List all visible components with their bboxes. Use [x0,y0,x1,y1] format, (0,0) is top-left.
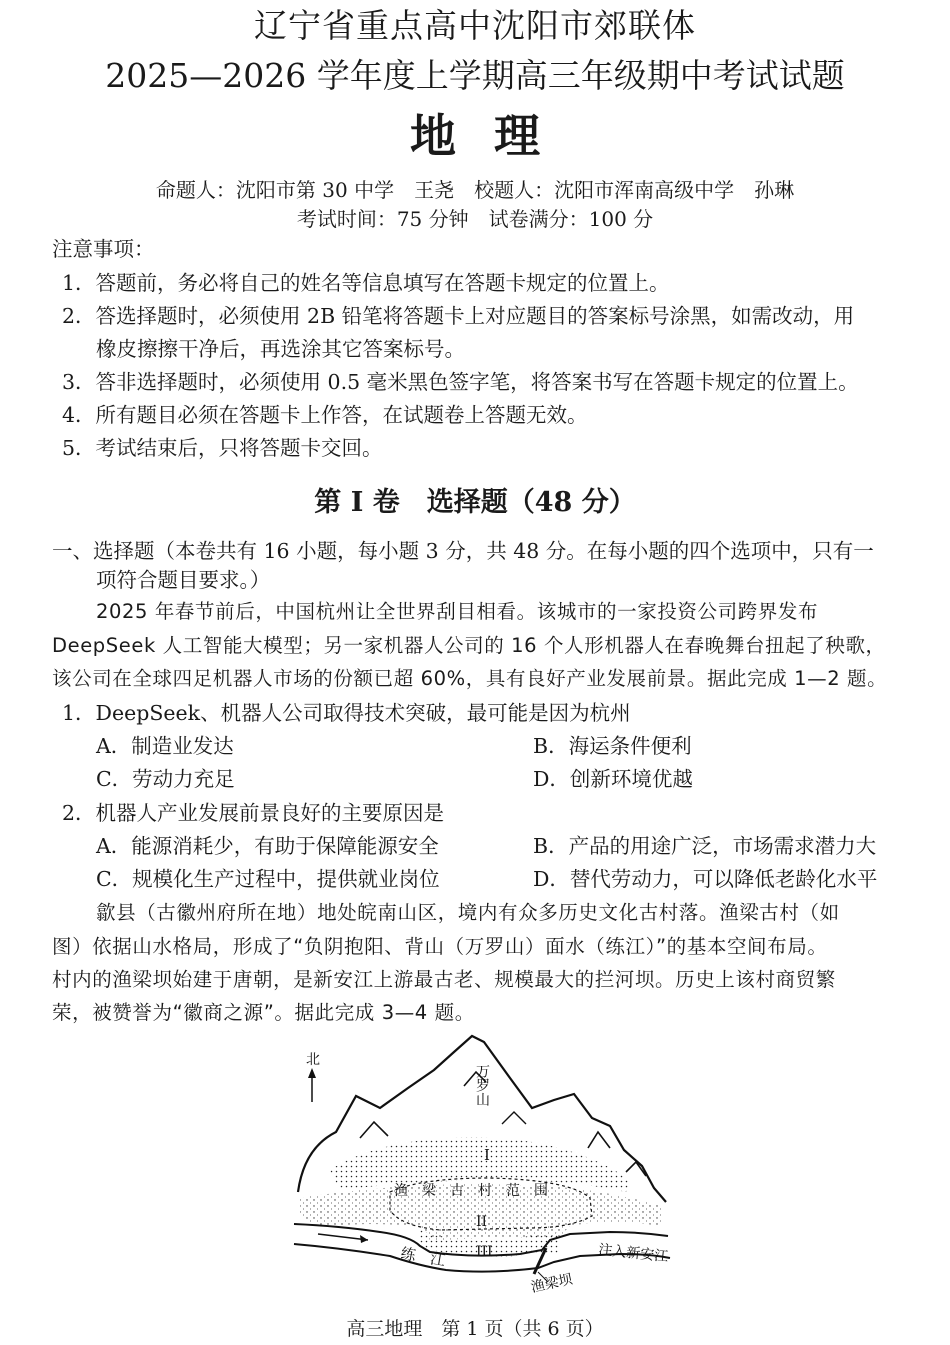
authors-line: 命题人：沈阳市第 30 中学 王尧 校题人：沈阳市浑南高级中学 孙琳 [155,178,795,202]
village-map [270,1030,690,1300]
flow-arrowhead [360,1235,368,1243]
peak-mark [588,1132,610,1148]
question-stem: 1．DeepSeek、机器人公司取得技术突破，最可能是因为杭州 [62,701,631,725]
notice-item-continued: 橡皮擦擦干净后，再选涂其它答案标号。 [96,337,465,361]
zone-2-label: II [476,1214,488,1230]
material-paragraph: 图）依据山水格局，形成了“负阴抱阳、背山（万罗山）面水（练江）”的基本空间布局。 [52,935,828,958]
mountain-label: 万罗山 [474,1064,490,1106]
material-paragraph: 歙县（古徽州府所在地）地处皖南山区，境内有众多历史文化古村落。渔梁古村（如 [96,901,840,924]
zone-3-label: III [476,1244,493,1260]
notice-item: 5．考试结束后，只将答题卡交回。 [62,436,383,460]
peak-mark [502,1112,526,1124]
option-d: D．创新环境优越 [533,767,693,791]
exam-title-line2: 2025—2026 学年度上学期高三年级期中考试试题 [105,56,845,95]
notice-item: 3．答非选择题时，必须使用 0.5 毫米黑色签字笔，将答案书写在答题卡规定的位置上。 [62,370,859,394]
option-c: C．劳动力充足 [96,767,235,791]
notice-item: 2．答选择题时，必须使用 2B 铅笔将答题卡上对应题目的答案标号涂黑，如需改动，用 [62,304,855,328]
material-paragraph: 该公司在全球四足机器人市场的份额已超 60%，具有良好产业发展前景。据此完成 1—2 题。 [52,667,888,690]
peak-mark [360,1122,388,1138]
option-d: D．替代劳动力，可以降低老龄化水平 [533,867,878,891]
outflow-label: 注入新安江 [597,1242,669,1266]
zone-1-label: I [484,1146,490,1164]
north-label: 北 [306,1052,320,1068]
exam-title-line1: 辽宁省重点高中沈阳市郊联体 [254,6,696,45]
notice-item: 1．答题前，务必将自己的姓名等信息填写在答题卡规定的位置上。 [62,271,670,295]
subject-title: 地理 [410,109,578,163]
section-intro: 一、选择题（本卷共有 16 小题，每小题 3 分，共 48 分。在每小题的四个选项中，只有一 [52,539,874,563]
section-intro-continued: 项符合题目要求。） [96,568,271,592]
dam-label: 渔梁坝 [529,1271,574,1296]
option-a: A．能源消耗少，有助于保障能源安全 [96,834,439,858]
option-c: C．规模化生产过程中，提供就业岗位 [96,867,440,891]
option-b: B．产品的用途广泛，市场需求潜力大 [533,834,877,858]
section-title: 第 I 卷 选择题（48 分） [314,487,636,518]
village-label: 渔 梁 古 村 范 围 [394,1183,548,1199]
exam-info-line: 考试时间：75 分钟 试卷满分：100 分 [296,207,654,231]
option-b: B．海运条件便利 [533,734,692,758]
option-a: A．制造业发达 [96,734,234,758]
river-label: 练 江 [399,1244,447,1270]
material-paragraph: 荣，被赞誉为“徽商之源”。据此完成 3—4 题。 [52,1001,475,1024]
notice-title: 注意事项： [52,237,155,261]
notice-item: 4．所有题目必须在答题卡上作答，在试题卷上答题无效。 [62,403,588,427]
page-footer: 高三地理 第 1 页（共 6 页） [346,1318,604,1340]
north-arrowhead [308,1068,316,1078]
material-paragraph: 村内的渔梁坝始建于唐朝，是新安江上游最古老、规模最大的拦河坝。历史上该村商贸繁 [52,968,836,991]
material-paragraph: DeepSeek 人工智能大模型；另一家机器人公司的 16 个人形机器人在春晚舞台扭起了秧歌， [52,634,886,657]
question-stem: 2．机器人产业发展前景良好的主要原因是 [62,801,445,825]
material-paragraph: 2025 年春节前后，中国杭州让全世界刮目相看。该城市的一家投资公司跨界发布 [96,600,819,623]
